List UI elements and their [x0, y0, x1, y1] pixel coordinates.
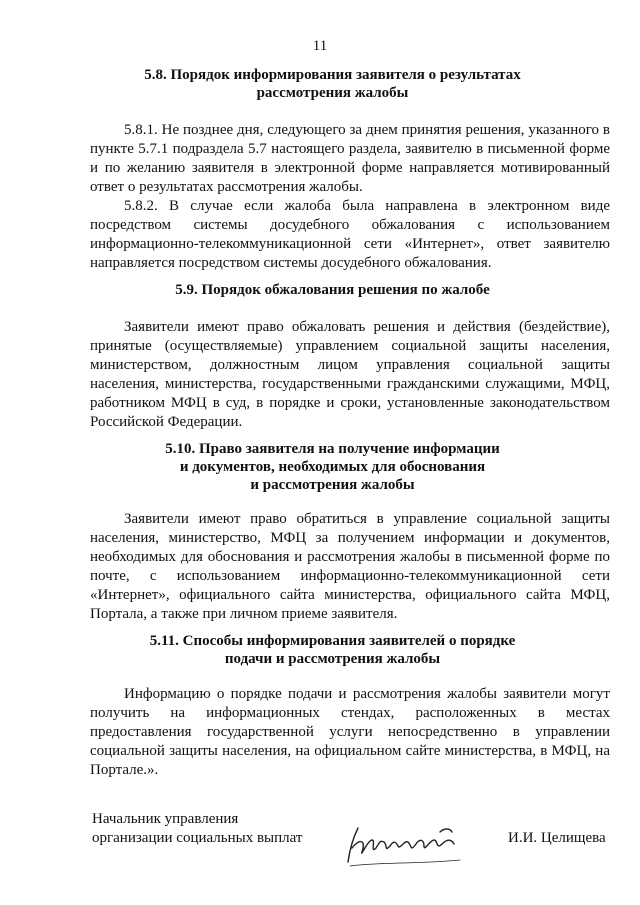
heading-line: 5.11. Способы информирования заявителей о порядке — [149, 633, 516, 649]
paragraph: Заявители имеют право обжаловать решения и действия (бездействие), принятые (осуществляемые) управлением социальной защиты населения, министерством, должностным лицом управления социальной защиты населения, министерства, государственными гражданскими служащими, МФЦ, работником МФЦ в суд, в порядке и сроки, установленные законодательством Российской Федерации. — [90, 319, 610, 430]
signatory-position-line-2: организации социальных выплат — [92, 830, 303, 846]
heading-line: подачи и рассмотрения жалобы — [224, 651, 441, 667]
section-heading-5-8 — [60, 66, 605, 102]
section-heading-5-9 — [60, 281, 605, 299]
heading-line: и рассмотрения жалобы — [250, 477, 415, 493]
paragraph: 5.8.1. Не позднее дня, следующего за днем принятия решения, указанного в пункте 5.7.1 подраздела 5.7 настоящего раздела, заявителю в письменной форме и по желанию заявителя в электронной форме направляется мотивированный ответ о результатах рассмотрения жалобы. — [90, 122, 610, 195]
heading-line: рассмотрения жалобы — [256, 85, 409, 101]
section-heading-5-11 — [60, 632, 605, 668]
paragraph: Заявители имеют право обратиться в управление социальной защиты населения, министерство, МФЦ за получением информации и документов, необходимых для обоснования и рассмотрения жалобы в письменной форме по почте, с использованием информационно-телекоммуникационной сети «Интернет», официального сайта министерства, официального сайта МФЦ, Портала, а также при личном приеме заявителя. — [90, 511, 610, 622]
section-heading-5-10 — [60, 440, 605, 494]
signatory-name: И.И. Целищева — [508, 830, 606, 846]
heading-line: 5.8. Порядок информирования заявителя о результатах — [144, 67, 521, 83]
handwritten-signature — [340, 818, 470, 874]
heading-line: 5.9. Порядок обжалования решения по жалобе — [175, 282, 490, 298]
heading-line: 5.10. Право заявителя на получение информации — [165, 441, 500, 457]
signatory-position-line-1: Начальник управления — [92, 811, 239, 827]
paragraph: 5.8.2. В случае если жалоба была направлена в электронном виде посредством системы досудебного обжалования с использованием информационно-телекоммуникационной сети «Интернет», ответ заявителю направляется посредством системы досудебного обжалования. — [90, 198, 610, 271]
page-number: 11 — [312, 38, 328, 54]
heading-line: и документов, необходимых для обоснования — [179, 459, 486, 475]
paragraph: Информацию о порядке подачи и рассмотрения жалобы заявители могут получить на информационных стендах, расположенных в местах предоставления государственной услуги непосредственно в управлении социальной защиты населения, на официальном сайте министерства, в МФЦ, на Портале.». — [90, 686, 610, 778]
